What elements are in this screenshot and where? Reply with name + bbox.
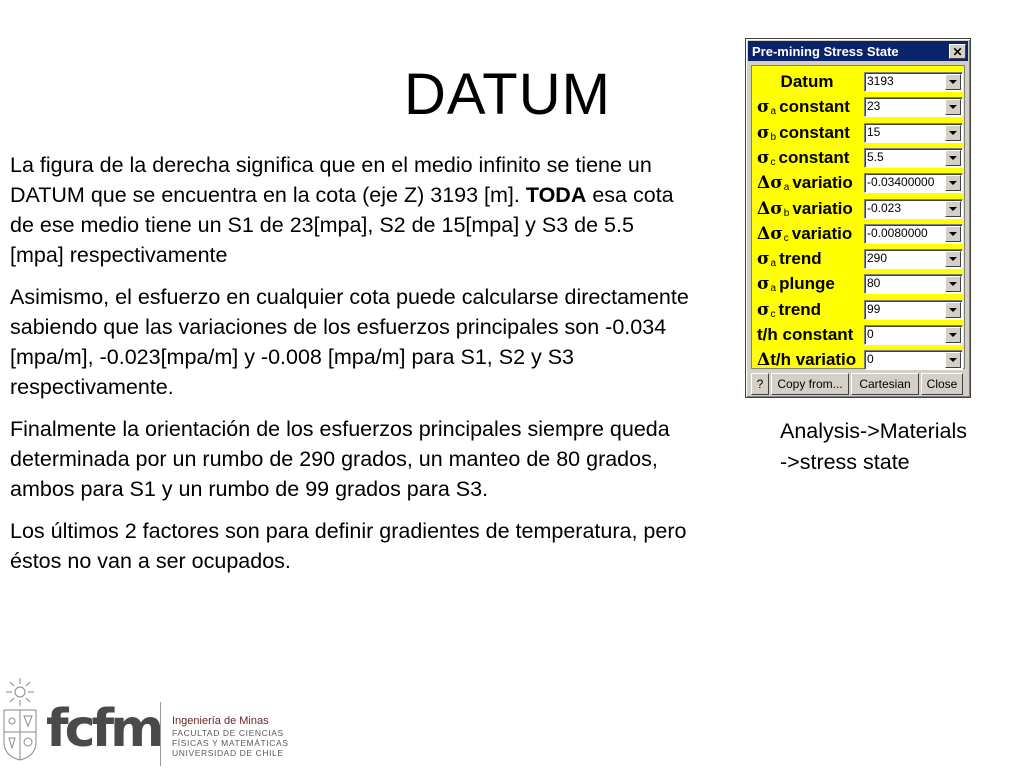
sigma-symbol: σ: [770, 173, 783, 194]
stress-row: [752, 221, 964, 247]
stress-row-label: [752, 224, 862, 244]
stress-row: [752, 271, 964, 297]
chevron-down-icon: [949, 308, 957, 312]
stress-value[interactable]: -0.023: [867, 200, 902, 215]
chevron-down-icon: [949, 257, 957, 261]
dropdown-button[interactable]: [945, 150, 961, 166]
stress-row: [752, 69, 964, 95]
delta-symbol: Δ: [757, 173, 771, 194]
sigma-subscript: b: [770, 131, 777, 143]
delta-symbol: Δ: [757, 223, 771, 244]
stress-value-combobox[interactable]: [864, 224, 963, 244]
stress-row-label: [752, 274, 862, 294]
sigma-symbol: σ: [770, 198, 783, 219]
chevron-down-icon: [949, 333, 957, 337]
stress-row-label: [752, 249, 862, 269]
fcfm-logo: [46, 686, 170, 768]
chevron-down-icon: [949, 232, 957, 236]
dialog-titlebar[interactable]: [748, 41, 968, 61]
sigma-symbol: σ: [757, 147, 770, 168]
dropdown-button[interactable]: [945, 99, 961, 115]
body-text: [10, 150, 690, 588]
stress-row-label-text: trend: [779, 249, 822, 269]
stress-row-label: [752, 97, 862, 117]
delta-symbol: Δ: [757, 350, 771, 371]
dialog-title: Pre-mining Stress State: [752, 43, 899, 59]
paragraph-orientation: Finalmente la orientación de los esfuerzos principales siempre queda determinada por un rumbo de 290 grados, un manteo de 80 grados, ambos para S1 y un rumbo de 99 grados para S3.: [10, 417, 670, 501]
stress-row-label-text: Datum: [780, 72, 834, 91]
stress-value[interactable]: 15: [867, 124, 881, 139]
stress-row-label: [752, 148, 862, 168]
sigma-subscript: c: [770, 308, 776, 320]
stress-value-combobox[interactable]: [864, 72, 963, 92]
university-line: UNIVERSIDAD DE CHILE: [172, 748, 284, 758]
stress-value-combobox[interactable]: [864, 249, 963, 269]
faculty-line-1: FACULTAD DE CIENCIAS: [172, 728, 284, 738]
chevron-down-icon: [949, 282, 957, 286]
sigma-symbol: σ: [770, 223, 783, 244]
stress-row-label-text: t/h variatio: [770, 350, 857, 370]
stress-row-label-text: t/h constant: [757, 325, 854, 344]
sigma-subscript: c: [770, 156, 776, 168]
chevron-down-icon: [949, 105, 957, 109]
sigma-subscript: c: [783, 232, 789, 244]
stress-value[interactable]: 80: [867, 276, 881, 291]
stress-row: [752, 196, 964, 222]
chevron-down-icon: [949, 156, 957, 160]
stress-value[interactable]: 99: [867, 301, 881, 316]
sigma-subscript: b: [783, 207, 790, 219]
stress-row-label-text: constant: [779, 97, 850, 117]
stress-value-combobox[interactable]: [864, 123, 963, 143]
department-name: Ingeniería de Minas: [172, 715, 269, 727]
dropdown-button[interactable]: [945, 226, 961, 242]
sigma-subscript: a: [783, 182, 790, 194]
stress-value-combobox[interactable]: [864, 173, 963, 193]
paragraph-temperature: Los últimos 2 factores son para definir gradientes de temperatura, pero éstos no van a ser ocupados.: [10, 519, 687, 573]
stress-value-combobox[interactable]: [864, 300, 963, 320]
dropdown-button[interactable]: [945, 125, 961, 141]
fcfm-wordmark: fcfm: [46, 699, 161, 759]
stress-value[interactable]: -0.0080000: [867, 225, 928, 240]
stress-row-label-text: constant: [778, 147, 850, 167]
sigma-subscript: a: [770, 106, 777, 118]
dropdown-button[interactable]: [945, 175, 961, 191]
stress-row-label: [752, 199, 862, 219]
stress-row-label: [752, 72, 862, 92]
faculty-line-2: FÍSICAS Y MATEMÁTICAS: [172, 738, 289, 748]
paragraph-datum-tail: esa cota de ese medio tiene un S1 de 23[mpa], S2 de 15[mpa] y S3 de 5.5 [mpa] respectivamente: [10, 183, 674, 267]
dropdown-button[interactable]: [945, 302, 961, 318]
chevron-down-icon: [949, 131, 957, 135]
close-icon[interactable]: ✕: [949, 44, 966, 59]
sigma-symbol: σ: [757, 97, 770, 118]
dropdown-button[interactable]: [945, 201, 961, 217]
stress-row: [752, 94, 964, 120]
sigma-subscript: a: [770, 258, 777, 270]
stress-value[interactable]: 290: [867, 251, 888, 266]
stress-row: [752, 170, 964, 196]
dialog-button-bar: [751, 373, 967, 395]
logo-divider: [160, 702, 161, 766]
stress-row-label-text: plunge: [779, 274, 835, 294]
dropdown-button[interactable]: [945, 251, 961, 267]
stress-row-label-text: constant: [779, 122, 850, 142]
stress-row-label-text: variatio: [792, 198, 853, 218]
menu-path-caption: [780, 416, 1020, 478]
stress-row-label-text: trend: [778, 299, 822, 319]
stress-row-label: [752, 350, 862, 370]
stress-value-combobox[interactable]: [864, 148, 963, 168]
university-seal-logo: [0, 676, 44, 764]
caption-line-1: Analysis->Materials: [780, 419, 967, 443]
stress-value[interactable]: -0.03400000: [867, 175, 935, 190]
chevron-down-icon: [949, 80, 957, 84]
paragraph-datum-lead: La figura de la derecha significa que en el medio infinito se tiene un DATUM que se encuentra en la cota (eje Z) 3193 [m].: [10, 153, 652, 207]
dropdown-button[interactable]: [945, 327, 961, 343]
slide-title: DATUM: [404, 62, 611, 127]
cartesian-button[interactable]: Cartesian: [851, 373, 919, 395]
chevron-down-icon: [949, 181, 957, 185]
stress-row-label: [752, 325, 862, 345]
pre-mining-stress-state-dialog: [745, 38, 971, 398]
paragraph-datum-bold: TODA: [525, 183, 587, 207]
stress-row-label-text: variatio: [791, 223, 853, 243]
stress-parameters-panel: [751, 65, 965, 369]
stress-value-combobox[interactable]: [864, 325, 963, 345]
stress-value[interactable]: 3193: [867, 74, 894, 88]
chevron-down-icon: [949, 358, 957, 362]
sigma-symbol: σ: [757, 122, 770, 143]
caption-line-2: ->stress state: [780, 450, 910, 474]
chevron-down-icon: [949, 207, 957, 211]
dropdown-button[interactable]: [945, 74, 961, 90]
help-button[interactable]: ?: [751, 373, 769, 395]
dropdown-button[interactable]: [945, 276, 961, 292]
stress-value-combobox[interactable]: [864, 350, 963, 370]
delta-symbol: Δ: [757, 198, 771, 219]
stress-value-combobox[interactable]: [864, 274, 963, 294]
paragraph-variations: Asimismo, el esfuerzo en cualquier cota puede calcularse directamente sabiendo que las variaciones de los esfuerzos principales son -0.034 [mpa/m], -0.023[mpa/m] y -0.008 [mpa/m] para S1, S2 y S3 respectivamente.: [10, 285, 689, 399]
dropdown-button[interactable]: [945, 352, 961, 368]
paragraph-datum: [10, 150, 690, 270]
stress-row: [752, 145, 964, 171]
stress-row: [752, 347, 964, 373]
stress-value-combobox[interactable]: [864, 199, 963, 219]
stress-value-combobox[interactable]: [864, 97, 963, 117]
stress-row: [752, 322, 964, 348]
institution-block: [172, 714, 302, 758]
stress-value[interactable]: 5.5: [867, 149, 884, 164]
sigma-subscript: a: [770, 283, 777, 295]
stress-row: [752, 297, 964, 323]
stress-value[interactable]: 23: [867, 99, 881, 114]
stress-value[interactable]: 0: [867, 352, 874, 367]
stress-row-label-text: variatio: [792, 173, 853, 193]
stress-row-label: [752, 123, 862, 143]
stress-row-label: [752, 173, 862, 193]
sigma-symbol: σ: [757, 249, 770, 270]
sigma-symbol: σ: [757, 299, 770, 320]
stress-row-label: [752, 300, 862, 320]
stress-value[interactable]: 0: [867, 327, 874, 341]
stress-row: [752, 120, 964, 146]
copy-from-button[interactable]: Copy from...: [771, 373, 849, 395]
stress-row: [752, 246, 964, 272]
close-button[interactable]: Close: [921, 373, 963, 395]
sigma-symbol: σ: [757, 274, 770, 295]
